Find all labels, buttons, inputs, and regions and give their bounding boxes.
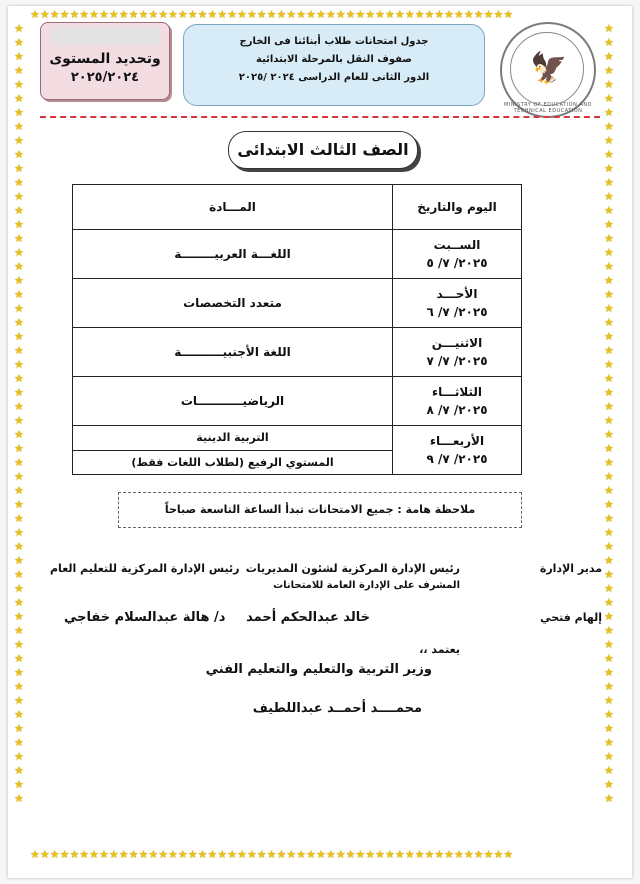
day-cell [393,279,522,328]
table-row [73,279,522,328]
subject-cell: اللغـــة العربيــــــــة [73,230,393,279]
grade-title-box [228,131,418,169]
day-cell [393,377,522,426]
table-row [73,377,522,426]
header-divider [40,116,600,118]
logo-ring-text: MINISTRY OF EDUCATION AND TECHNICAL EDUCATION [504,102,592,114]
star-border-bottom: ★★★★★★★★★★★★★★★★★★★★★★★★★★★★★★★★★★★★★★★★★★★★★★★★★ [30,848,514,861]
day-name: الأربعـــاء [429,434,485,448]
director-title: مدير الإدارة [539,562,602,575]
central-name: خالد عبدالحكم أحمد [246,610,370,625]
day-name: الســبت [433,238,481,252]
header-line-1: جدول امتحانات طلاب أبنائنا فى الخارج [239,36,429,47]
header-line-2: صفوف النقل بالمرحلة الابتدائية [256,54,412,65]
subject-split [73,426,392,474]
level-title: وتحديد المستوى [49,51,161,67]
subject-cell: متعدد التخصصات [73,279,393,328]
header-line-3: الدور الثانى للعام الدراسى ٢٠٢٤ /٢٠٢٥ [238,72,430,83]
day-name: الأحـــد [436,287,478,301]
eagle-icon: 🦅 [530,51,568,86]
note-text: ملاحظة هامة : جميع الامتحانات تبدأ الساعة التاسعة صباحاً [164,503,476,516]
approve-label: يعتمد ،، [419,643,460,656]
day-cell [393,230,522,279]
level-year: ٢٠٢٥/٢٠٢٤ [70,70,140,85]
subject-cell-split [73,426,393,475]
table-row [73,230,522,279]
central-title: رئيس الإدارة المركزية لشئون المديريات [245,562,460,575]
day-cell [393,328,522,377]
star-border-top: ★★★★★★★★★★★★★★★★★★★★★★★★★★★★★★★★★★★★★★★★★★★★★★★★★ [30,8,514,21]
minister-title: وزير التربية والتعليم والتعليم الفني [205,662,432,677]
table-header-row [73,185,522,230]
level-box [40,22,170,100]
day-date: ٢٠٢٥/ ٧/ ٧ [426,354,488,368]
day-name: الاثنيـــن [431,336,483,350]
table-row [73,328,522,377]
subject-cell: اللغة الأجنبيــــــــــة [73,328,393,377]
general-name: د/ هالة عبدالسلام خفاجي [64,610,226,625]
blurred-watermark [50,27,160,45]
subject-top: التربية الدينية [73,426,392,451]
ministry-logo [500,22,596,118]
minister-name: محمــــد أحمــد عبداللطيف [252,701,422,716]
header-day: اليوم والتاريخ [393,185,522,230]
director-name: إلهام فتحي [540,611,602,624]
star-border-right: ★★★★★★★★★★★★★★★★★★★★★★★★★★★★★★★★★★★★★★★★★★★★★★★★★★★★★★★★ [604,22,614,805]
table-row [73,426,522,475]
general-title: رئيس الإدارة المركزية للتعليم العام [50,562,240,575]
subject-bottom: المستوي الرفيع (لطلاب اللغات فقط) [131,455,334,469]
day-name: الثلاثـــاء [431,385,483,399]
central-subtitle: المشرف على الإدارة العامة للامتحانات [273,580,460,591]
subject-cell: الرياضيـــــــــــات [73,377,393,426]
day-date: ٢٠٢٥/ ٧/ ٩ [426,452,488,466]
day-date: ٢٠٢٥/ ٧/ ٦ [426,305,488,319]
day-date: ٢٠٢٥/ ٧/ ٨ [426,403,488,417]
day-cell [393,426,522,475]
grade-title: الصف الثالث الابتدائى [237,140,409,159]
header-subject: المـــادة [73,185,393,230]
schedule-table [72,184,522,475]
important-note [118,492,522,528]
header-box [183,24,485,106]
day-date: ٢٠٢٥/ ٧/ ٥ [426,256,488,270]
star-border-left: ★★★★★★★★★★★★★★★★★★★★★★★★★★★★★★★★★★★★★★★★★★★★★★★★★★★★★★★★ [14,22,24,805]
